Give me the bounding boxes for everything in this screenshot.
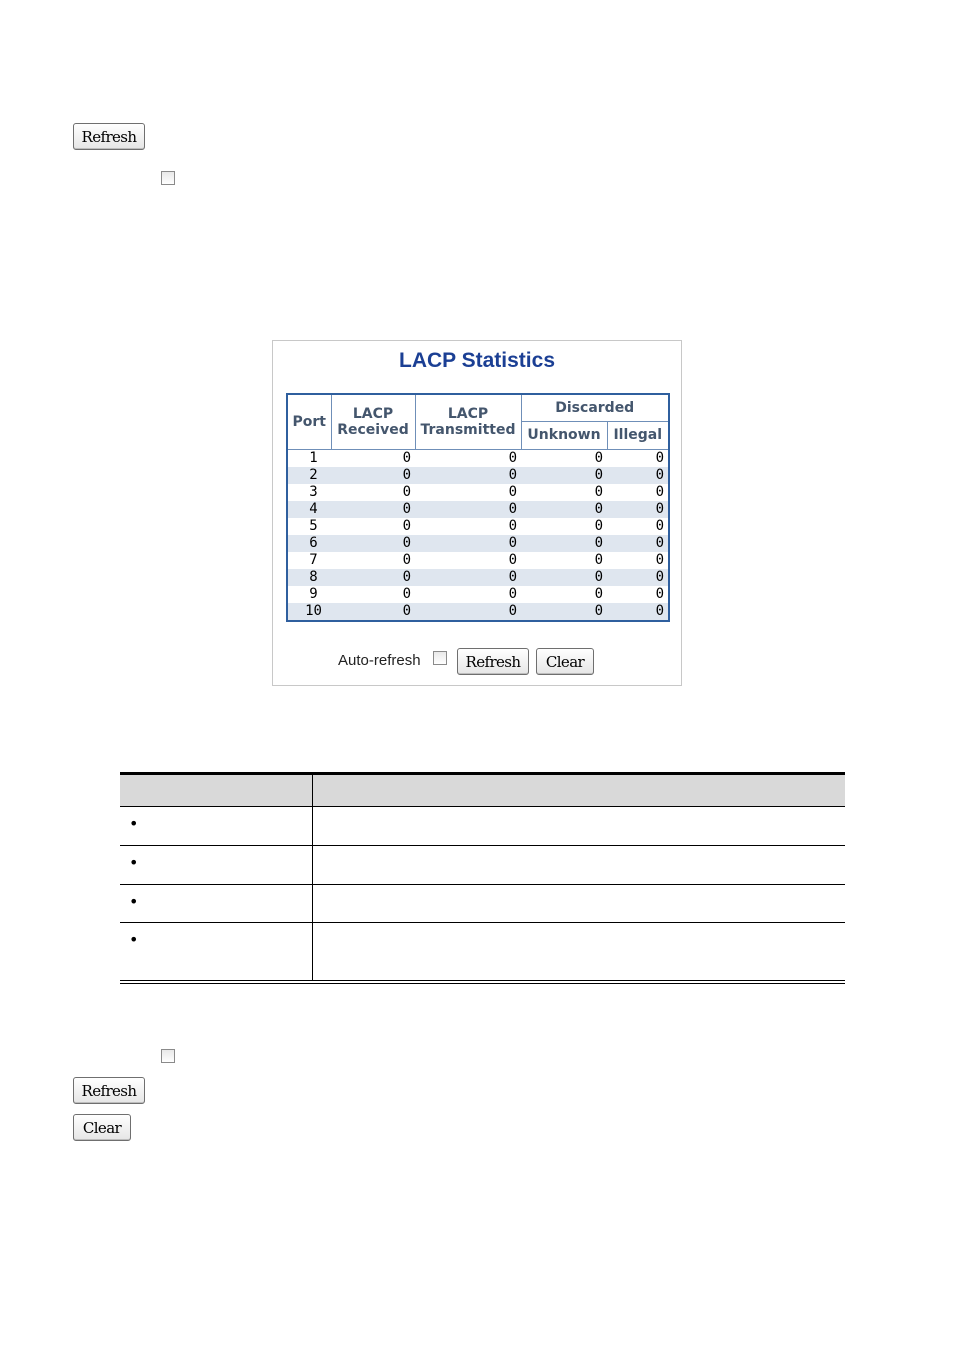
- table-row-divider: [120, 884, 845, 885]
- header-port: Port: [287, 394, 331, 449]
- list-bullet: •: [129, 814, 139, 833]
- auto-refresh-checkbox-top[interactable]: [161, 171, 175, 185]
- table-row: [287, 569, 669, 586]
- lacp-received-cell: 0: [402, 449, 411, 466]
- discarded-illegal-cell: 0: [607, 569, 669, 586]
- table-row: [287, 449, 669, 467]
- lacp-received-cell: 0: [402, 483, 411, 500]
- header-lacp-transmitted-line2: Transmitted: [420, 421, 516, 438]
- table-row: [287, 501, 669, 518]
- header-lacp-transmitted-line1: LACP: [447, 405, 489, 422]
- discarded-unknown-cell: 0: [521, 501, 607, 518]
- port-cell: 7: [309, 551, 318, 568]
- discarded-illegal-cell: 0: [655, 551, 664, 568]
- port-cell: 1: [309, 449, 318, 466]
- discarded-unknown-cell: 0: [521, 603, 607, 621]
- discarded-illegal-cell: 0: [655, 585, 664, 602]
- table-row-divider: [120, 922, 845, 923]
- header-lacp-transmitted: [415, 394, 521, 449]
- lacp-transmitted-cell: 0: [415, 501, 521, 518]
- port-cell: 9: [309, 585, 318, 602]
- discarded-unknown-cell: 0: [521, 535, 607, 552]
- discarded-unknown-cell: 0: [521, 569, 607, 586]
- table-bottom-rule: [120, 980, 845, 984]
- table-row: [287, 467, 669, 484]
- header-unknown: Unknown: [521, 421, 607, 449]
- discarded-illegal-cell: 0: [607, 467, 669, 484]
- lacp-received-cell: 0: [331, 569, 415, 586]
- lacp-transmitted-cell: 0: [508, 517, 517, 534]
- lacp-received-cell: 0: [402, 551, 411, 568]
- port-cell: 5: [309, 517, 318, 534]
- table-row: [287, 552, 669, 569]
- port-cell: 2: [287, 467, 331, 484]
- table-row: [287, 535, 669, 552]
- table-row-divider: [120, 806, 845, 807]
- discarded-illegal-cell: 0: [607, 603, 669, 621]
- table-row: [287, 586, 669, 603]
- table-header-row: [120, 775, 845, 806]
- clear-button[interactable]: Clear: [536, 648, 594, 675]
- lacp-received-cell: 0: [331, 467, 415, 484]
- lacp-transmitted-cell: 0: [508, 483, 517, 500]
- refresh-button-top[interactable]: Refresh: [73, 123, 145, 150]
- lacp-transmitted-cell: 0: [415, 569, 521, 586]
- table-row: [287, 603, 669, 621]
- port-cell: 6: [287, 535, 331, 552]
- refresh-button-bottom[interactable]: Refresh: [73, 1077, 145, 1104]
- lacp-received-cell: 0: [402, 517, 411, 534]
- lacp-statistics-body: [287, 449, 669, 621]
- lacp-received-cell: 0: [331, 501, 415, 518]
- port-cell: 3: [309, 483, 318, 500]
- lacp-received-cell: 0: [331, 603, 415, 621]
- discarded-illegal-cell: 0: [655, 449, 664, 466]
- discarded-illegal-cell: 0: [655, 483, 664, 500]
- lacp-received-cell: 0: [402, 585, 411, 602]
- header-lacp-received: [331, 394, 415, 449]
- port-cell: 10: [287, 603, 331, 621]
- lacp-transmitted-cell: 0: [508, 585, 517, 602]
- list-bullet: •: [129, 930, 139, 949]
- lacp-transmitted-cell: 0: [415, 467, 521, 484]
- description-table: [120, 772, 845, 985]
- header-discarded: Discarded: [521, 394, 669, 421]
- table-row: [287, 484, 669, 501]
- lacp-transmitted-cell: 0: [508, 449, 517, 466]
- port-cell: 4: [287, 501, 331, 518]
- lacp-received-cell: 0: [331, 535, 415, 552]
- refresh-button[interactable]: Refresh: [457, 648, 529, 675]
- discarded-unknown-cell: 0: [594, 483, 603, 500]
- list-bullet: •: [129, 892, 139, 911]
- discarded-illegal-cell: 0: [607, 535, 669, 552]
- header-illegal: Illegal: [607, 421, 669, 449]
- discarded-illegal-cell: 0: [607, 501, 669, 518]
- auto-refresh-checkbox-bottom[interactable]: [161, 1049, 175, 1063]
- auto-refresh-label: Auto-refresh: [338, 652, 421, 669]
- discarded-illegal-cell: 0: [655, 517, 664, 534]
- auto-refresh-checkbox[interactable]: [433, 651, 447, 665]
- port-cell: 8: [287, 569, 331, 586]
- panel-title: LACP Statistics: [399, 349, 555, 372]
- header-lacp-received-line2: Received: [337, 421, 409, 438]
- discarded-unknown-cell: 0: [594, 449, 603, 466]
- discarded-unknown-cell: 0: [521, 467, 607, 484]
- list-bullet: •: [129, 853, 139, 872]
- lacp-transmitted-cell: 0: [415, 603, 521, 621]
- lacp-statistics-panel: [272, 340, 682, 686]
- discarded-unknown-cell: 0: [594, 585, 603, 602]
- lacp-transmitted-cell: 0: [415, 535, 521, 552]
- table-row-divider: [120, 845, 845, 846]
- table-row: [287, 518, 669, 535]
- discarded-unknown-cell: 0: [594, 517, 603, 534]
- header-lacp-received-line1: LACP: [352, 405, 394, 422]
- discarded-unknown-cell: 0: [594, 551, 603, 568]
- lacp-transmitted-cell: 0: [508, 551, 517, 568]
- lacp-statistics-table: [286, 393, 670, 622]
- clear-button-bottom[interactable]: Clear: [73, 1114, 131, 1141]
